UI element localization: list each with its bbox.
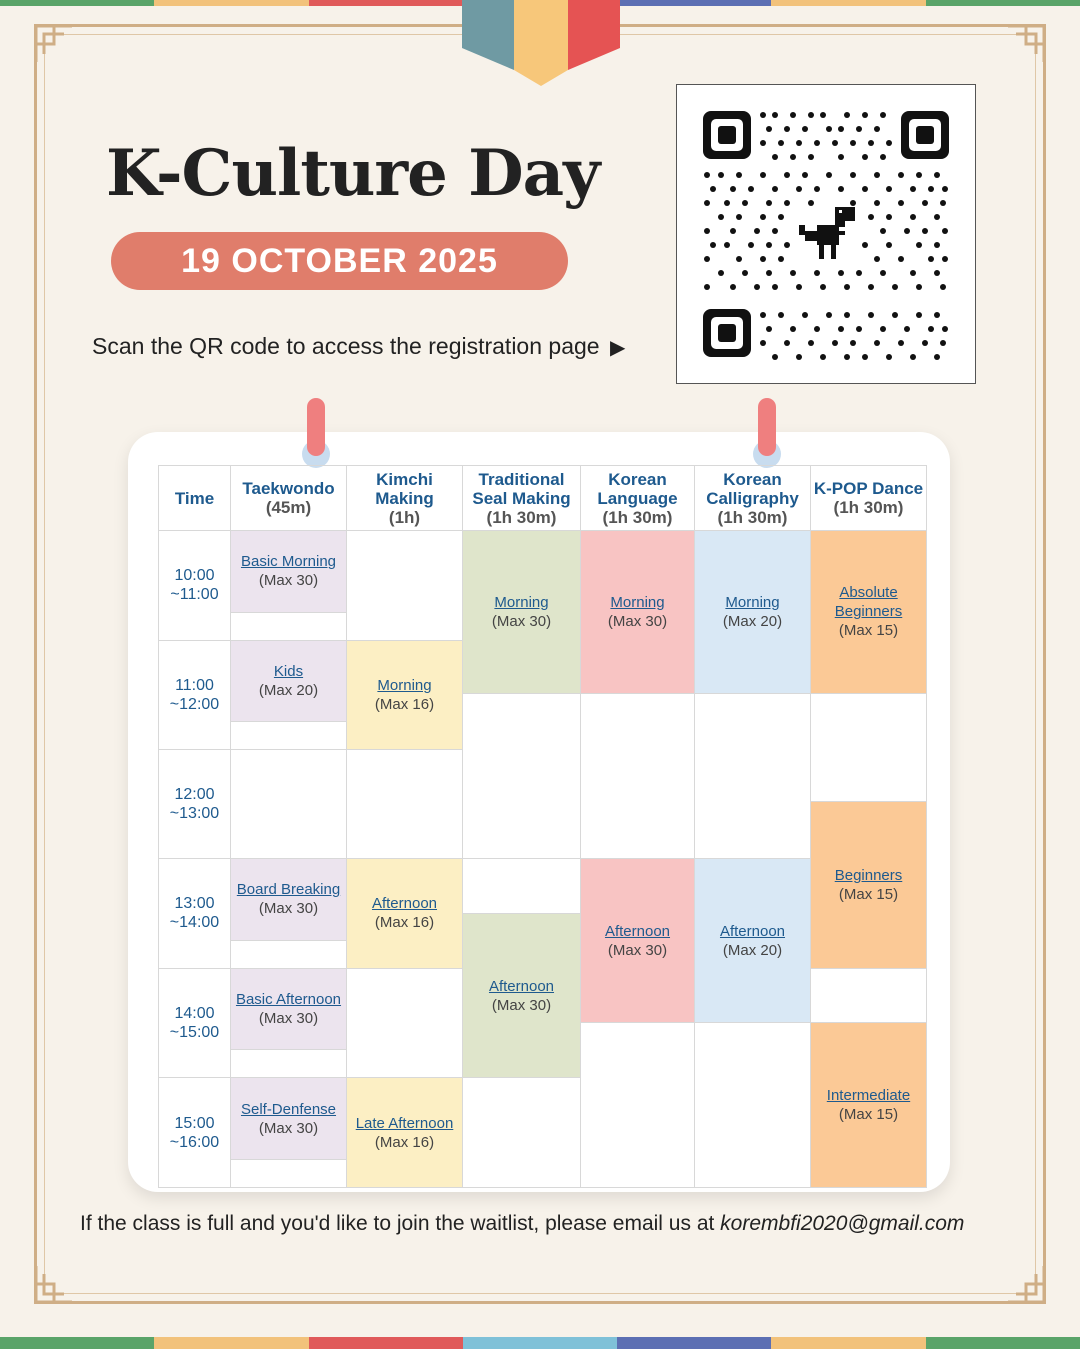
class-link[interactable]: Basic Afternoon	[235, 991, 342, 1008]
class-capacity: (Max 20)	[722, 612, 783, 630]
time-end: ~12:00	[169, 695, 220, 713]
class-capacity: (Max 30)	[491, 612, 552, 630]
class-cell[interactable]	[581, 858, 695, 1022]
class-schedule	[158, 465, 926, 1175]
page-title: K-Culture Day	[106, 136, 600, 211]
class-cell[interactable]	[811, 531, 927, 694]
class-capacity: (Max 16)	[374, 695, 435, 713]
class-link[interactable]: Self-Denfense	[240, 1100, 337, 1118]
class-capacity: (Max 20)	[722, 941, 783, 959]
scan-instruction	[92, 333, 625, 360]
empty-cell	[463, 858, 581, 913]
table-header-row	[159, 466, 927, 531]
empty-cell	[231, 1050, 347, 1078]
class-capacity: (Max 16)	[374, 914, 435, 932]
class-cell[interactable]	[347, 640, 463, 750]
class-cell[interactable]	[811, 1023, 927, 1187]
qr-code-icon	[677, 85, 977, 385]
class-cell[interactable]	[347, 1078, 463, 1188]
time-start: 10:00	[174, 567, 215, 585]
class-cell[interactable]	[231, 531, 347, 613]
empty-cell	[581, 693, 695, 858]
time-end: ~11:00	[170, 586, 219, 604]
class-capacity: (Max 30)	[258, 1010, 319, 1027]
empty-cell	[463, 1078, 581, 1188]
class-capacity: (Max 30)	[607, 612, 668, 630]
class-link[interactable]: Afternoon	[604, 922, 671, 940]
empty-cell	[231, 722, 347, 750]
class-capacity: (Max 15)	[838, 885, 899, 903]
empty-cell	[695, 1023, 811, 1187]
class-capacity: (Max 30)	[607, 941, 668, 959]
column-header-taekwondo	[231, 466, 347, 531]
empty-cell	[231, 612, 347, 640]
column-title: Kimchi Making	[375, 469, 434, 508]
time-start: 15:00	[174, 1114, 215, 1132]
empty-cell	[347, 968, 463, 1078]
time-slot	[159, 1078, 231, 1188]
class-capacity: (Max 30)	[491, 996, 552, 1014]
column-title: Korean Calligraphy	[706, 469, 799, 508]
class-link[interactable]: Board Breaking	[236, 881, 341, 899]
class-link[interactable]: Afternoon	[719, 922, 786, 940]
time-slot	[159, 858, 231, 968]
class-link[interactable]: Afternoon	[488, 977, 555, 995]
class-link[interactable]: Kids	[273, 663, 304, 681]
contact-email-link[interactable]: korembfi2020@gmail.com	[720, 1212, 965, 1235]
time-slot	[159, 531, 231, 641]
class-cell[interactable]	[231, 968, 347, 1050]
time-start: 13:00	[174, 895, 215, 913]
class-capacity: (Max 30)	[258, 900, 319, 918]
column-header-calligraphy	[695, 466, 811, 531]
class-cell[interactable]	[231, 640, 347, 722]
class-cell[interactable]	[463, 913, 581, 1077]
column-title: Taekwondo	[242, 479, 335, 498]
event-date: 19 OCTOBER 2025	[181, 241, 498, 280]
class-capacity: (Max 15)	[838, 622, 899, 640]
scan-instruction-text: Scan the QR code to access the registration page	[92, 333, 600, 359]
class-cell[interactable]	[463, 531, 581, 694]
empty-cell	[347, 531, 463, 641]
dinosaur-icon	[799, 207, 855, 259]
time-header-label: Time	[174, 488, 215, 508]
class-cell[interactable]	[581, 531, 695, 694]
class-capacity: (Max 16)	[374, 1133, 435, 1151]
class-link[interactable]: Intermediate	[826, 1087, 911, 1105]
time-slot	[159, 750, 231, 859]
column-header-time	[159, 466, 231, 531]
class-link[interactable]: Basic Morning	[240, 553, 337, 571]
empty-cell	[231, 1160, 347, 1188]
corner-ornament-icon	[34, 1264, 74, 1304]
waitlist-text: If the class is full and you'd like to join the waitlist, please email us at	[80, 1212, 715, 1235]
time-end: ~13:00	[169, 805, 220, 823]
class-capacity: (Max 15)	[838, 1106, 899, 1124]
time-start: 12:00	[174, 786, 215, 804]
column-duration: (1h 30m)	[602, 507, 673, 527]
column-duration: (1h 30m)	[717, 507, 788, 527]
empty-cell	[581, 1023, 695, 1187]
class-cell[interactable]	[695, 858, 811, 1022]
corner-ornament-icon	[34, 24, 74, 64]
class-link[interactable]: Afternoon	[371, 895, 438, 913]
class-link[interactable]: Absolute Beginners	[834, 584, 903, 621]
class-cell[interactable]	[231, 858, 347, 940]
waitlist-note	[80, 1212, 964, 1236]
class-link[interactable]: Morning	[377, 676, 432, 694]
empty-cell	[811, 693, 927, 802]
empty-cell	[811, 968, 927, 1023]
class-link[interactable]: Morning	[725, 593, 780, 611]
class-link[interactable]: Beginners	[834, 866, 903, 884]
column-duration: (1h)	[388, 507, 421, 527]
time-end: ~16:00	[169, 1133, 220, 1151]
empty-cell	[231, 940, 347, 968]
column-title: K-POP Dance	[813, 479, 924, 498]
column-header-kpop	[811, 466, 927, 531]
time-end: ~14:00	[169, 914, 220, 932]
column-title: Korean Language	[597, 469, 678, 508]
class-cell[interactable]	[695, 531, 811, 694]
time-end: ~15:00	[169, 1023, 220, 1041]
class-link[interactable]: Morning	[494, 593, 549, 611]
registration-qr-code[interactable]	[676, 84, 976, 384]
binder-clip-icon	[307, 398, 325, 456]
column-header-language	[581, 466, 695, 531]
bottom-color-stripe	[0, 1337, 1080, 1349]
time-start: 11:00	[175, 676, 214, 694]
class-capacity: (Max 30)	[258, 1119, 319, 1137]
class-capacity: (Max 30)	[258, 572, 319, 590]
class-capacity: (Max 20)	[258, 682, 319, 700]
corner-ornament-icon	[1006, 24, 1046, 64]
corner-ornament-icon	[1006, 1264, 1046, 1304]
class-cell[interactable]	[231, 1078, 347, 1160]
event-date-badge	[111, 232, 568, 290]
empty-cell	[463, 693, 581, 858]
time-slot	[159, 968, 231, 1078]
column-duration: (45m)	[265, 498, 312, 517]
empty-cell	[347, 750, 463, 859]
column-title: Traditional Seal Making	[472, 469, 571, 508]
empty-cell	[695, 693, 811, 858]
pennant-banner-icon	[462, 0, 620, 86]
binder-clip-icon	[758, 398, 776, 456]
column-duration: (1h 30m)	[833, 498, 904, 517]
column-header-seal	[463, 466, 581, 531]
class-link[interactable]: Late Afternoon	[355, 1114, 454, 1132]
empty-cell	[231, 750, 347, 859]
schedule-table	[158, 465, 927, 1188]
class-cell[interactable]	[347, 858, 463, 968]
column-duration: (1h 30m)	[486, 507, 557, 527]
time-start: 14:00	[174, 1004, 215, 1022]
class-link[interactable]: Morning	[610, 593, 665, 611]
time-slot	[159, 640, 231, 750]
play-arrow-icon: ▶	[609, 337, 626, 359]
class-cell[interactable]	[811, 802, 927, 968]
column-header-kimchi	[347, 466, 463, 531]
